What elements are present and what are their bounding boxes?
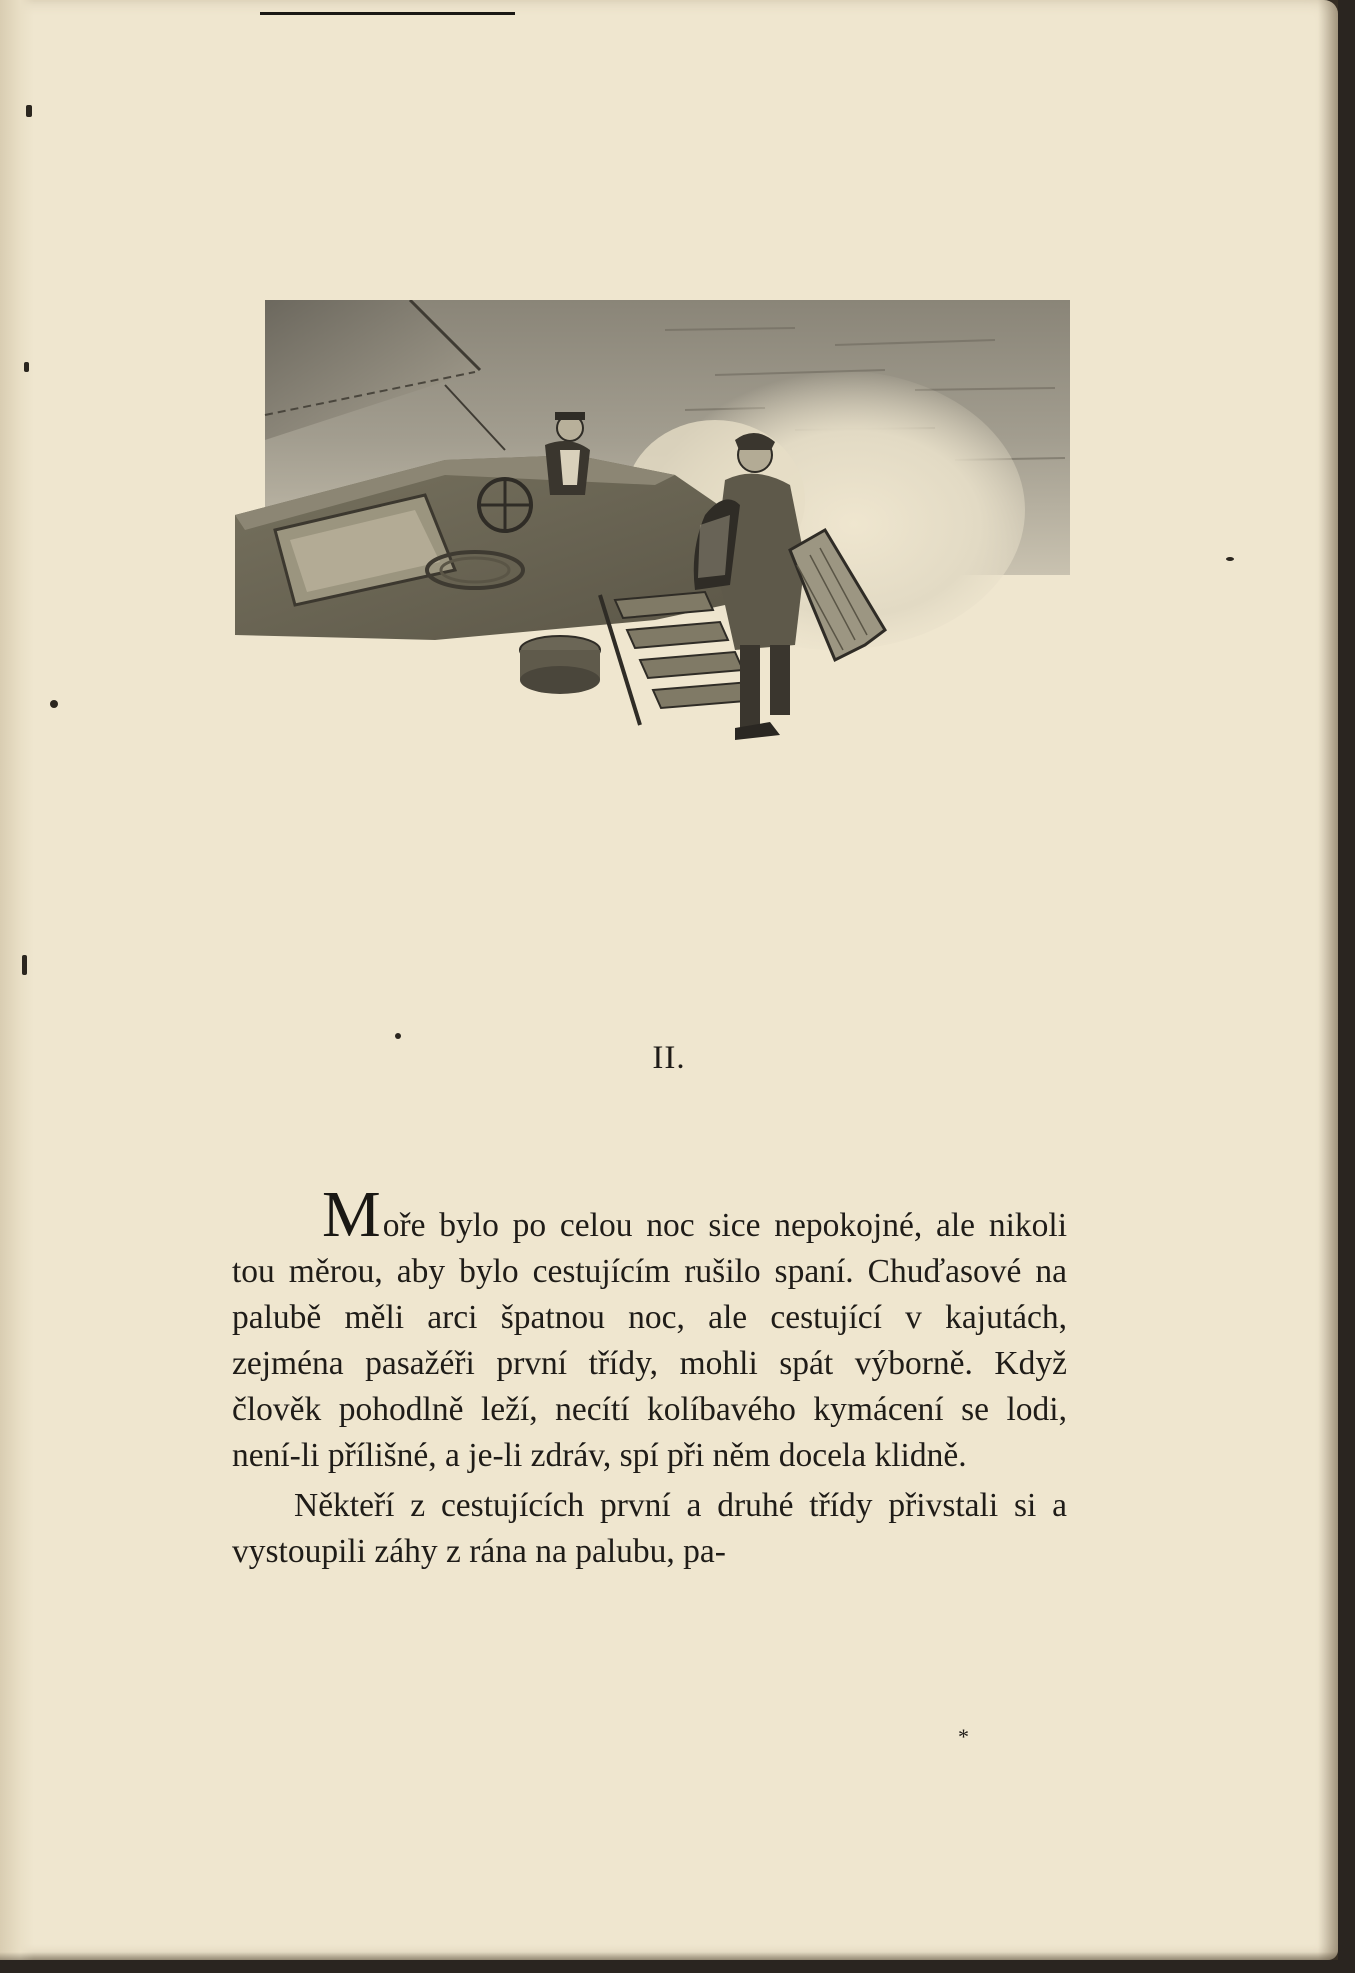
- boat-deck-illustration: [235, 300, 1085, 780]
- page-bottom-edge: [0, 1952, 1338, 1960]
- top-edge-mark: [260, 0, 515, 15]
- paragraph-1: [232, 1178, 1067, 1479]
- ink-speck: [50, 700, 58, 708]
- paragraph-2: Někteří z cestujících první a druhé třídy přivstali si a vystoupili záhy z rána na palubu, pa-: [232, 1487, 1067, 1570]
- paragraph-1-text: oře bylo po celou noc sice nepokojné, ale nikoli tou měrou, aby bylo cestujícím rušilo spaní. Chuďasové na palubě měli arci špatnou noc, ale cestující v kajutách, zejména pasažéři první třídy, mohli spát výborně. Když člověk pohodlně leží, necítí kolíbavého kymácení se lodi, není-li přílišné, a je-li zdráv, spí při něm docela klidně.: [232, 1207, 1067, 1474]
- ink-speck: [395, 1033, 401, 1039]
- ink-speck: [22, 955, 27, 975]
- ink-speck: [26, 105, 32, 117]
- boat-deck-scene-icon: [235, 300, 1085, 780]
- ink-speck: [24, 362, 29, 372]
- body-text: [232, 1178, 1067, 1575]
- signature-mark: *: [958, 1724, 969, 1749]
- page-right-edge: [1318, 0, 1338, 1960]
- drop-cap-initial: M: [322, 1178, 381, 1251]
- chapter-number: II.: [652, 1040, 686, 1076]
- ink-speck: [1226, 557, 1234, 561]
- page-gutter: [0, 0, 34, 1960]
